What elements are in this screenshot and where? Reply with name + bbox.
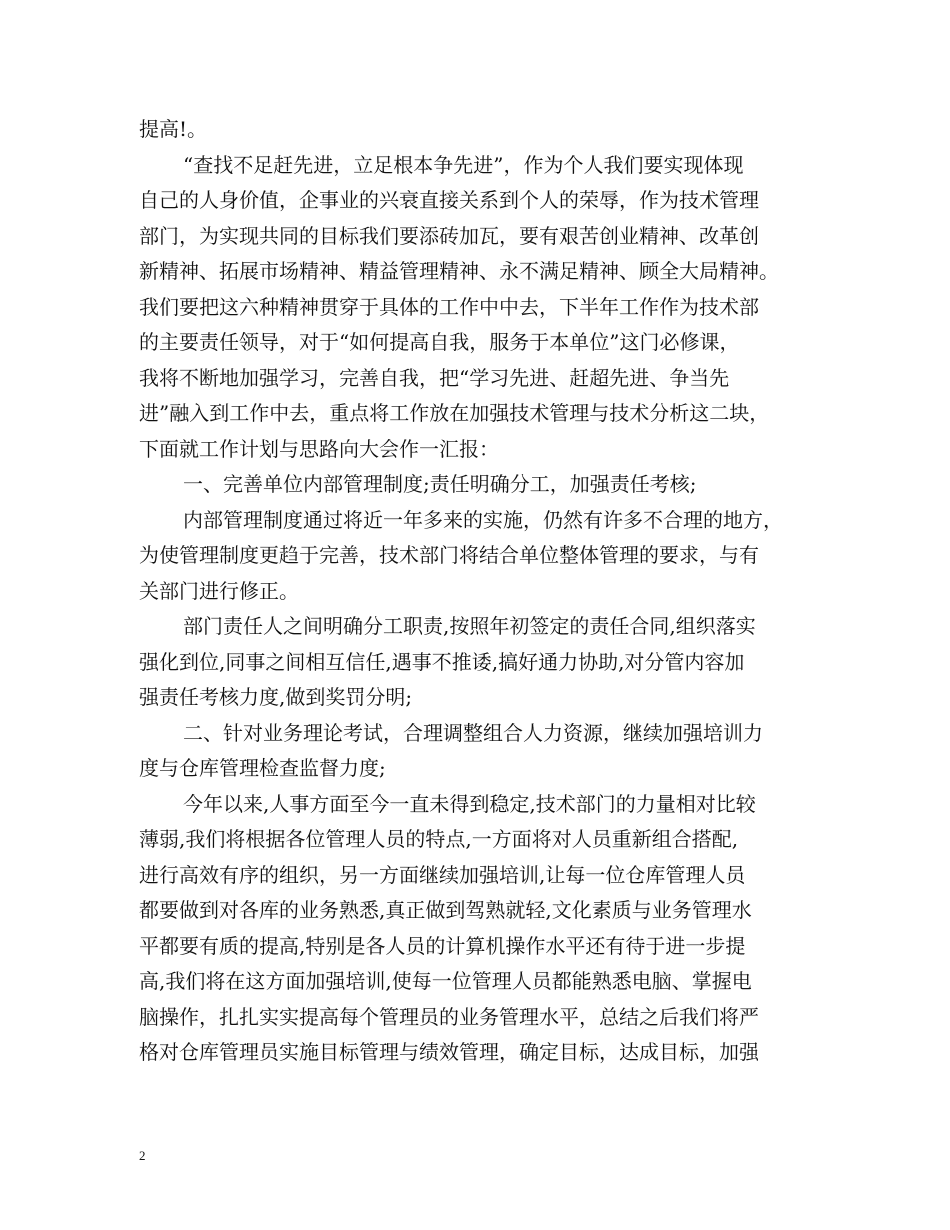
paragraph-start-line: 内部管理制度通过将近一年多来的实施，仍然有许多不合理的地方， (183, 507, 783, 532)
text-line: 我将不断地加强学习，完善自我，把“学习先进、赶超先进、争当先 (139, 365, 730, 390)
text-line: 部门，为实现共同的目标我们要添砖加瓦，要有艰苦创业精神、改革创 (139, 223, 759, 248)
section-heading: 一、完善单位内部管理制度;责任明确分工，加强责任考核; (183, 472, 697, 496)
text-line: 提高!。 (139, 117, 208, 141)
body-text (139, 112, 819, 1071)
text-line: 格对仓库管理员实施目标管理与绩效管理，确定目标，达成目标，加强 (139, 1040, 759, 1064)
section-heading: 二、针对业务理论考试，合理调整组合人力资源，继续加强培训力 (183, 720, 763, 745)
text-line: 我们要把这六种精神贯穿于具体的工作中中去，下半年工作作为技术部 (139, 294, 759, 319)
text-line: 强化到位,同事之间相互信任,遇事不推诿,搞好通力协助,对分管内容加 (139, 649, 745, 674)
text-line: 脑操作，扎扎实实提高每个管理员的业务管理水平，总结之后我们将严 (139, 1004, 759, 1029)
page-number: 2 (139, 1148, 146, 1163)
text-line: 关部门进行修正。 (139, 578, 299, 603)
text-line: 进”融入到工作中去，重点将工作放在加强技术管理与技术分析这二块， (139, 401, 770, 425)
text-line: 高,我们将在这方面加强培训,使每一位管理人员都能熟悉电脑、掌握电 (139, 969, 752, 993)
text-line: 为使管理制度更趋于完善，技术部门将结合单位整体管理的要求，与有 (139, 543, 759, 567)
text-line: 进行高效有序的组织，另一方面继续加强培训,让每一位仓库管理人员 (139, 862, 746, 887)
text-line: 新精神、拓展市场精神、精益管理精神、永不满足精神、顾全大局精神。 (139, 259, 779, 283)
paragraph-start-line: 部门责任人之间明确分工职责,按照年初签定的责任合同,组织落实 (183, 614, 756, 638)
text-line: 平都要有质的提高,特别是各人员的计算机操作水平还有待于进一步提 (139, 933, 746, 958)
paragraph-start-line: 今年以来,人事方面至今一直未得到稳定,技术部门的力量相对比较 (183, 791, 756, 816)
text-line: 的主要责任领导，对于“如何提高自我，服务于本单位”这门必修课， (139, 330, 740, 354)
text-line: 薄弱,我们将根据各位管理人员的特点,一方面将对人员重新组合搭配, (139, 827, 739, 851)
text-line: 度与仓库管理检查监督力度; (139, 756, 386, 780)
text-line: 下面就工作计划与思路向大会作一汇报： (139, 436, 499, 461)
text-line: 都要做到对各库的业务熟悉,真正做到驾熟就轻,文化素质与业务管理水 (139, 898, 752, 922)
paragraph-start-line: “查找不足赶先进，立足根本争先进”，作为个人我们要实现体现 (183, 152, 744, 177)
text-line: 强责任考核力度,做到奖罚分明; (139, 685, 413, 709)
text-line: 自己的人身价值，企事业的兴衰直接关系到个人的荣辱，作为技术管理 (139, 188, 759, 212)
